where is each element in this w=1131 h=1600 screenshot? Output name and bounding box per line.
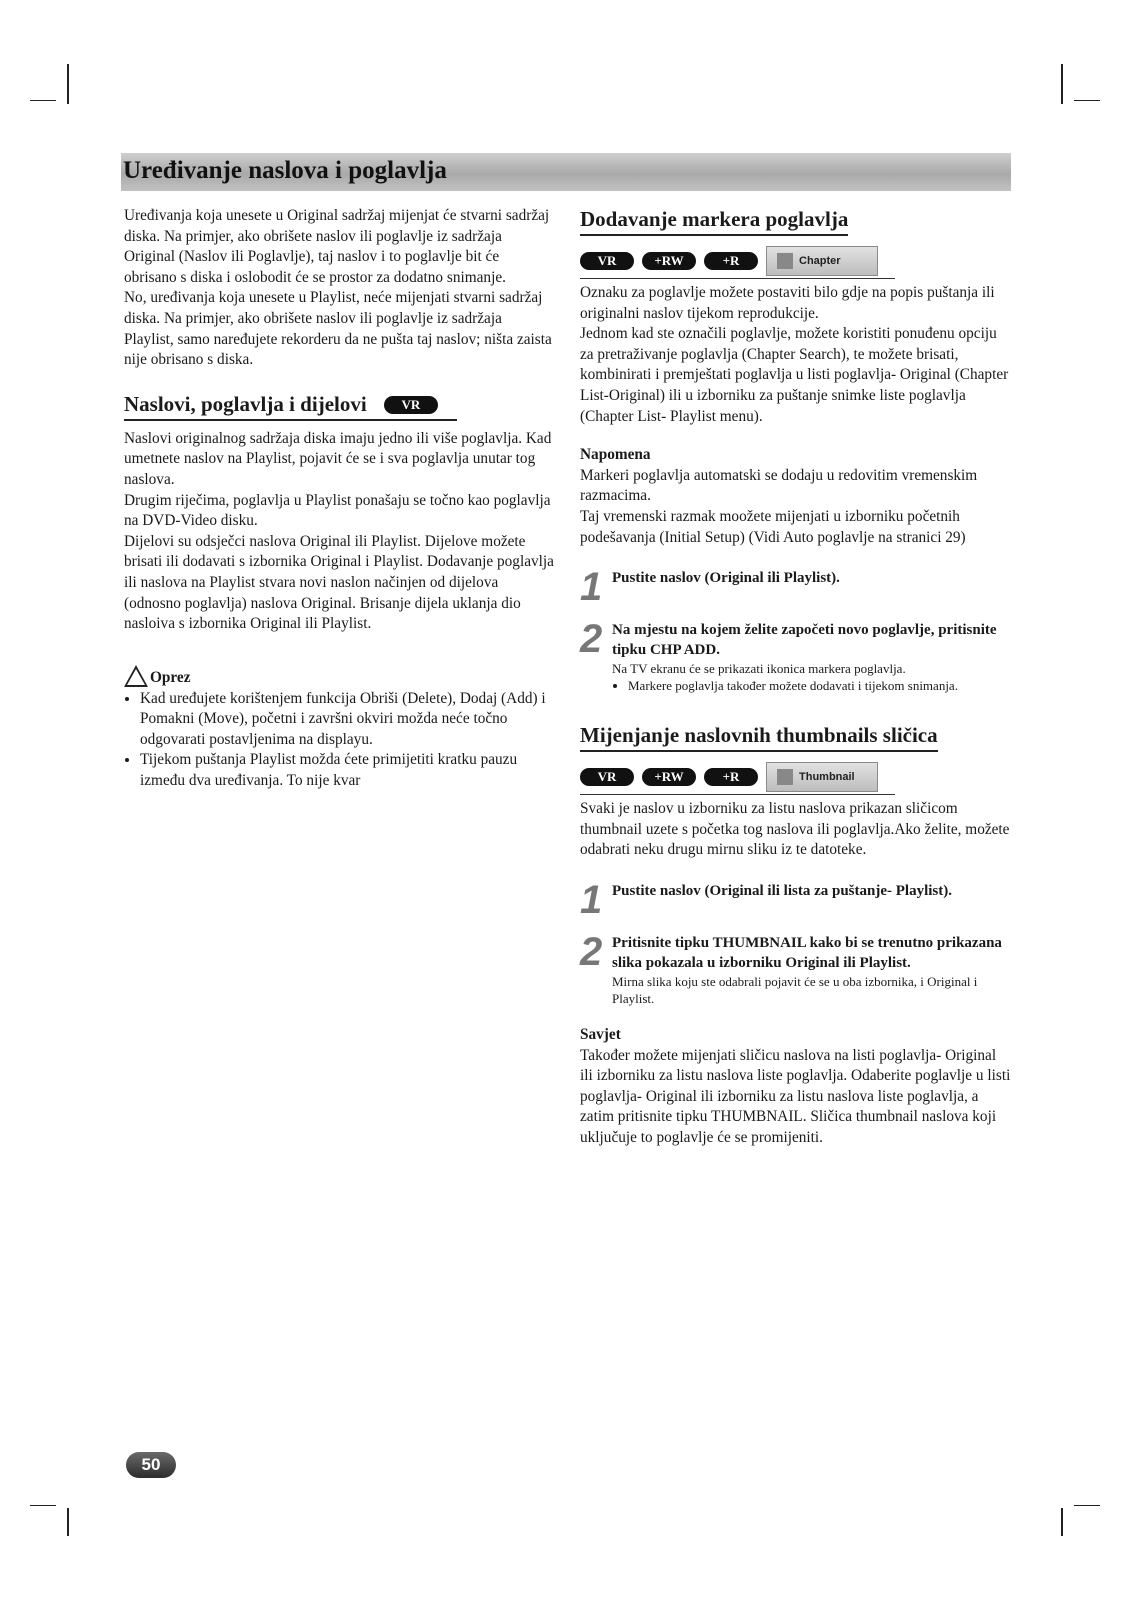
crop-mark — [1061, 1508, 1063, 1536]
chapter-badges — [580, 246, 1012, 276]
crop-mark — [30, 1505, 56, 1506]
chapter-icon — [777, 253, 793, 269]
caution-item: • Kad uređujete korištenjem funkcija Obriši (Delete), Dodaj (Add) i Pomakni (Move), početni i završni okviri možda neće točno odgovarati postavljenima na displayu. — [140, 689, 554, 751]
vr-badge: VR — [384, 396, 438, 414]
chapter-step-1 — [580, 565, 1012, 610]
thumbnail-heading: Mijenjanje naslovnih thumbnails sličica — [580, 722, 938, 752]
step-number: 2 — [580, 929, 603, 974]
plus-rw-badge: +RW — [642, 768, 696, 786]
crop-mark — [1061, 64, 1063, 104]
section-heading — [124, 391, 438, 419]
chapter-menu-button — [766, 246, 878, 276]
tip-paragraph: Također možete mijenjati sličicu naslova na listi poglavlja- Original ili izborniku za listu naslova liste poglavlja. Odaberite poglavlje u listi poglavlja- Original ili izborniku za listu naslova liste poglavlja, a zatim pritisnite tipku THUMBNAIL. Sličica thumbnail naslova koji uključuje to poglavlje će se promijeniti. — [580, 1046, 1011, 1146]
section-underline — [124, 419, 457, 421]
chapter-paragraph: Jednom kad ste označili poglavlje, možete koristiti ponuđenu opciju za pretraživanje poglavlja (Chapter Search), te možete brisati, kombinirati i premještati poglavlja u listi poglavlja- Original (Chapter List-Original) ili u izborniku za puštanje snimke liste poglavlja (Chapter List- Playlist menu). — [580, 325, 1009, 425]
intro-paragraph: No, uređivanja koja unesete u Playlist, neće mijenjati stvarni sadržaj diska. Na primjer, ako obrišete naslov ili poglavlje iz sadržaja Playlist, samo naređujete rekorderu da ne pušta taj naslov; ništa zaista nije obrisano s diska. — [124, 289, 552, 369]
note-title: Napomena — [580, 446, 651, 464]
vr-badge: VR — [580, 252, 634, 270]
page-number: 50 — [126, 1452, 176, 1478]
step-bullets — [612, 677, 1012, 694]
thumbnail-step-1 — [580, 877, 1012, 922]
plus-rw-badge: +RW — [642, 252, 696, 270]
section-heading-text: Naslovi, poglavlja i dijelovi — [124, 391, 367, 416]
plus-r-badge: +R — [704, 252, 758, 270]
note-paragraph: Markeri poglavlja automatski se dodaju u redovitim vremenskim razmacima. — [580, 466, 978, 505]
thumbnail-icon — [777, 769, 793, 785]
step-number: 1 — [580, 877, 603, 922]
step-text: Na mjestu na kojem želite započeti novo poglavlje, pritisnite tipku CHP ADD. — [612, 622, 997, 659]
chapter-heading: Dodavanje markera poglavlja — [580, 206, 848, 236]
caution-title: Oprez — [150, 668, 191, 686]
step-text: Pustite naslov (Original ili lista za puštanje- Playlist). — [612, 882, 952, 899]
thumbnail-paragraph: Svaki je naslov u izborniku za listu naslova prikazan sličicom thumbnail uzete s početka tog naslova ili poglavlja.Ako želite, možete odabrati neku drugu mirnu sliku iz te datoteke. — [580, 800, 1010, 859]
step-text: Pustite naslov (Original ili Playlist). — [612, 570, 840, 587]
chapter-step-2 — [580, 617, 1012, 694]
warning-icon: ! — [124, 665, 148, 687]
title-bar — [121, 153, 1011, 191]
crop-mark — [1074, 1505, 1100, 1506]
step-number: 1 — [580, 565, 603, 610]
crop-mark — [30, 100, 56, 101]
caution-list — [124, 689, 554, 792]
chapter-menu-label: Chapter — [799, 255, 841, 267]
step-text: Pritisnite tipku THUMBNAIL kako bi se trenutno prikazana slika pokazala u izborniku Original ili Playlist. — [612, 934, 1002, 971]
thumbnail-badges — [580, 762, 1012, 792]
thumbnail-menu-label: Thumbnail — [799, 771, 855, 784]
section-paragraph: Dijelovi su odsječci naslova Original ili Playlist. Dijelove možete brisati ili dodavati s izbornika Original i Playlist. Dodavanje poglavlja ili naslova na Playlist stvara novi naslon načinjen od dijelova (odnosno poglavlja) naslova Original. Brisanje dijela uklanja dio nasloiva s izbornika Original ili Playlist. — [124, 532, 554, 633]
section-paragraph: Naslovi originalnog sadržaja diska imaju jedno ili više poglavlja. Kad umetnete naslov na Playlist, pojavit će se i sva poglavlja unutar tog naslova. — [124, 429, 552, 488]
thumbnail-menu-button — [766, 762, 878, 792]
divider — [580, 794, 895, 795]
caution-header — [124, 665, 554, 687]
step-bullet: • Markere poglavlja također možete dodavati i tijekom snimanja. — [628, 677, 1012, 694]
vr-badge: VR — [580, 768, 634, 786]
thumbnail-step-2 — [580, 929, 1012, 1007]
chapter-paragraph: Oznaku za poglavlje možete postaviti bilo gdje na popis puštanja ili originalni naslov tijekom reprodukcije. — [580, 284, 995, 322]
right-column — [580, 206, 1012, 1148]
crop-mark — [67, 64, 69, 104]
step-subtext: Mirna slika koju ste odabrali pojavit će se u oba izbornika, i Original i Playlist. — [612, 973, 978, 1006]
section-paragraph: Drugim riječima, poglavlja u Playlist ponašaju se točno kao poglavlja na DVD-Video disku. — [124, 491, 551, 530]
step-subtext: Na TV ekranu će se prikazati ikonica markera poglavlja. — [612, 661, 906, 677]
section-heading-row — [124, 391, 554, 419]
intro-paragraph: Uređivanja koja unesete u Original sadržaj mijenjat će stvarni sadržaj diska. Na primjer, ako obrišete naslov ili poglavlje iz sadržaja Original (Naslov ili Poglavlje), taj naslov i to poglavlje bit će obrisano s diska i oslobodit će se prostor za dodatno snimanje. — [124, 207, 550, 286]
crop-mark — [1074, 100, 1100, 101]
page-title: Uređivanje naslova i poglavlja — [123, 157, 447, 184]
crop-mark — [67, 1508, 69, 1536]
tip-title: Savjet — [580, 1025, 621, 1043]
plus-r-badge: +R — [704, 768, 758, 786]
divider — [580, 278, 895, 279]
left-column — [124, 206, 554, 792]
step-number: 2 — [580, 617, 603, 662]
note-paragraph: Taj vremenski razmak moožete mijenjati u izborniku početnih podešavanja (Initial Setup) (Vidi Auto poglavlje na stranici 29) — [580, 507, 966, 546]
caution-item: • Tijekom puštanja Playlist možda ćete primijetiti kratku pauzu između dva uređivanja. To nije kvar — [140, 750, 554, 791]
